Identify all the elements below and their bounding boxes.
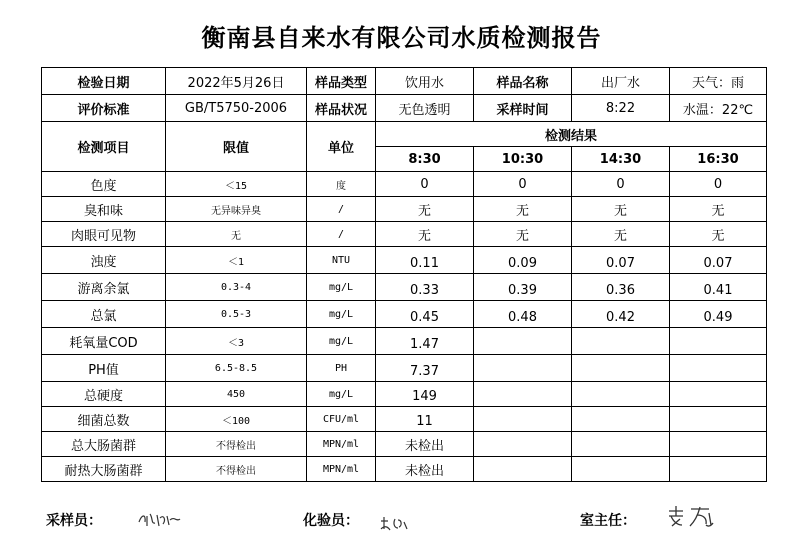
limit-cell: 不得检出 <box>166 432 307 457</box>
item-cell: 耗氧量COD <box>42 328 166 355</box>
result-cell <box>474 432 572 457</box>
result-cell: 无 <box>376 222 474 247</box>
result-cell <box>670 382 767 407</box>
result-cell <box>670 432 767 457</box>
result-cell <box>670 328 767 355</box>
unit-cell: PH <box>307 355 376 382</box>
result-cell: 无 <box>474 222 572 247</box>
unit-cell: CFU/ml <box>307 407 376 432</box>
result-cell: 未检出 <box>376 432 474 457</box>
unit-cell: mg/L <box>307 301 376 328</box>
tester-label: 化验员： <box>303 513 359 529</box>
unit-cell: mg/L <box>307 328 376 355</box>
item-cell: 耐热大肠菌群 <box>42 457 166 482</box>
result-cell <box>670 457 767 482</box>
result-cell: 0.42 <box>572 301 670 328</box>
result-cell: 无 <box>670 197 767 222</box>
item-cell: 色度 <box>42 172 166 197</box>
result-cell <box>572 355 670 382</box>
sample-type-label: 样品类型 <box>307 68 376 95</box>
item-cell: 总氯 <box>42 301 166 328</box>
result-cell <box>572 382 670 407</box>
table-row <box>42 247 767 274</box>
unit-cell: / <box>307 222 376 247</box>
result-cell: 0.49 <box>670 301 767 328</box>
unit-cell: MPN/ml <box>307 432 376 457</box>
sample-status-label: 样品状况 <box>307 95 376 122</box>
result-cell: 0 <box>474 172 572 197</box>
column-limit-header: 限值 <box>166 122 307 172</box>
result-cell: 149 <box>376 382 474 407</box>
table-row <box>42 382 767 407</box>
result-cell: 0.41 <box>670 274 767 301</box>
header-row-2 <box>42 95 767 122</box>
column-unit-header: 单位 <box>307 122 376 172</box>
column-header-row <box>42 122 767 147</box>
result-cell: 0.07 <box>670 247 767 274</box>
limit-cell: 无 <box>166 222 307 247</box>
item-cell: 游离余氯 <box>42 274 166 301</box>
data-rows <box>42 172 767 482</box>
director-signature <box>665 503 717 529</box>
table-row <box>42 432 767 457</box>
result-cell: 0.36 <box>572 274 670 301</box>
standard-value: GB/T5750-2006 <box>166 95 307 122</box>
limit-cell: 不得检出 <box>166 457 307 482</box>
sampler-label: 采样员： <box>46 513 102 529</box>
column-results-header: 检测结果 <box>376 122 767 147</box>
sample-type-value: 饮用水 <box>376 68 474 95</box>
unit-cell: MPN/ml <box>307 457 376 482</box>
sampling-time-value: 8:22 <box>572 95 670 122</box>
limit-cell: 6.5-8.5 <box>166 355 307 382</box>
result-cell <box>572 432 670 457</box>
result-cell: 未检出 <box>376 457 474 482</box>
result-cell <box>572 328 670 355</box>
result-cell: 7.37 <box>376 355 474 382</box>
table-row <box>42 457 767 482</box>
limit-cell: 无异味异臭 <box>166 197 307 222</box>
report-table <box>41 67 767 482</box>
result-cell <box>474 382 572 407</box>
item-cell: 浊度 <box>42 247 166 274</box>
table-row <box>42 274 767 301</box>
unit-cell: NTU <box>307 247 376 274</box>
table-row <box>42 222 767 247</box>
time-header: 16:30 <box>670 147 767 172</box>
weather: 天气：雨 <box>670 68 767 95</box>
result-cell <box>572 407 670 432</box>
limit-cell: ＜3 <box>166 328 307 355</box>
limit-cell: 0.3-4 <box>166 274 307 301</box>
table-row <box>42 328 767 355</box>
unit-cell: mg/L <box>307 382 376 407</box>
date-label: 检验日期 <box>42 68 166 95</box>
result-cell: 0 <box>572 172 670 197</box>
item-cell: 肉眼可见物 <box>42 222 166 247</box>
result-cell <box>474 407 572 432</box>
water-temperature: 水温：22℃ <box>670 95 767 122</box>
date-value: 2022年5月26日 <box>166 68 307 95</box>
time-header: 10:30 <box>474 147 572 172</box>
tester-signature <box>378 513 412 533</box>
result-cell: 无 <box>474 197 572 222</box>
table-row <box>42 407 767 432</box>
limit-cell: 0.5-3 <box>166 301 307 328</box>
result-cell: 0.48 <box>474 301 572 328</box>
result-cell <box>670 407 767 432</box>
sample-name-value: 出厂水 <box>572 68 670 95</box>
sample-status-value: 无色透明 <box>376 95 474 122</box>
result-cell <box>474 457 572 482</box>
item-cell: 臭和味 <box>42 197 166 222</box>
result-cell <box>474 328 572 355</box>
result-cell: 无 <box>572 197 670 222</box>
director-label: 室主任： <box>580 513 636 529</box>
item-cell: 总硬度 <box>42 382 166 407</box>
result-cell <box>572 457 670 482</box>
limit-cell: ＜100 <box>166 407 307 432</box>
result-cell: 0.07 <box>572 247 670 274</box>
limit-cell: ＜15 <box>166 172 307 197</box>
item-cell: PH值 <box>42 355 166 382</box>
sample-name-label: 样品名称 <box>474 68 572 95</box>
report-title: 衡南县自来水有限公司水质检测报告 <box>201 23 602 52</box>
limit-cell: ＜1 <box>166 247 307 274</box>
result-cell: 11 <box>376 407 474 432</box>
result-cell: 0 <box>376 172 474 197</box>
result-cell: 1.47 <box>376 328 474 355</box>
standard-label: 评价标准 <box>42 95 166 122</box>
result-cell: 0.39 <box>474 274 572 301</box>
table-row <box>42 301 767 328</box>
result-cell: 0.11 <box>376 247 474 274</box>
result-cell <box>670 355 767 382</box>
sampling-time-label: 采样时间 <box>474 95 572 122</box>
result-cell: 无 <box>670 222 767 247</box>
time-header: 8:30 <box>376 147 474 172</box>
column-item-header: 检测项目 <box>42 122 166 172</box>
header-row-1 <box>42 68 767 95</box>
unit-cell: mg/L <box>307 274 376 301</box>
table-row <box>42 172 767 197</box>
table-row <box>42 355 767 382</box>
table-row <box>42 197 767 222</box>
item-cell: 细菌总数 <box>42 407 166 432</box>
result-cell: 0.33 <box>376 274 474 301</box>
result-cell: 无 <box>376 197 474 222</box>
sampler-signature <box>136 508 184 530</box>
result-cell: 0.45 <box>376 301 474 328</box>
unit-cell: / <box>307 197 376 222</box>
time-header: 14:30 <box>572 147 670 172</box>
item-cell: 总大肠菌群 <box>42 432 166 457</box>
unit-cell: 度 <box>307 172 376 197</box>
result-cell: 0 <box>670 172 767 197</box>
result-cell: 0.09 <box>474 247 572 274</box>
limit-cell: 450 <box>166 382 307 407</box>
result-cell <box>474 355 572 382</box>
result-cell: 无 <box>572 222 670 247</box>
